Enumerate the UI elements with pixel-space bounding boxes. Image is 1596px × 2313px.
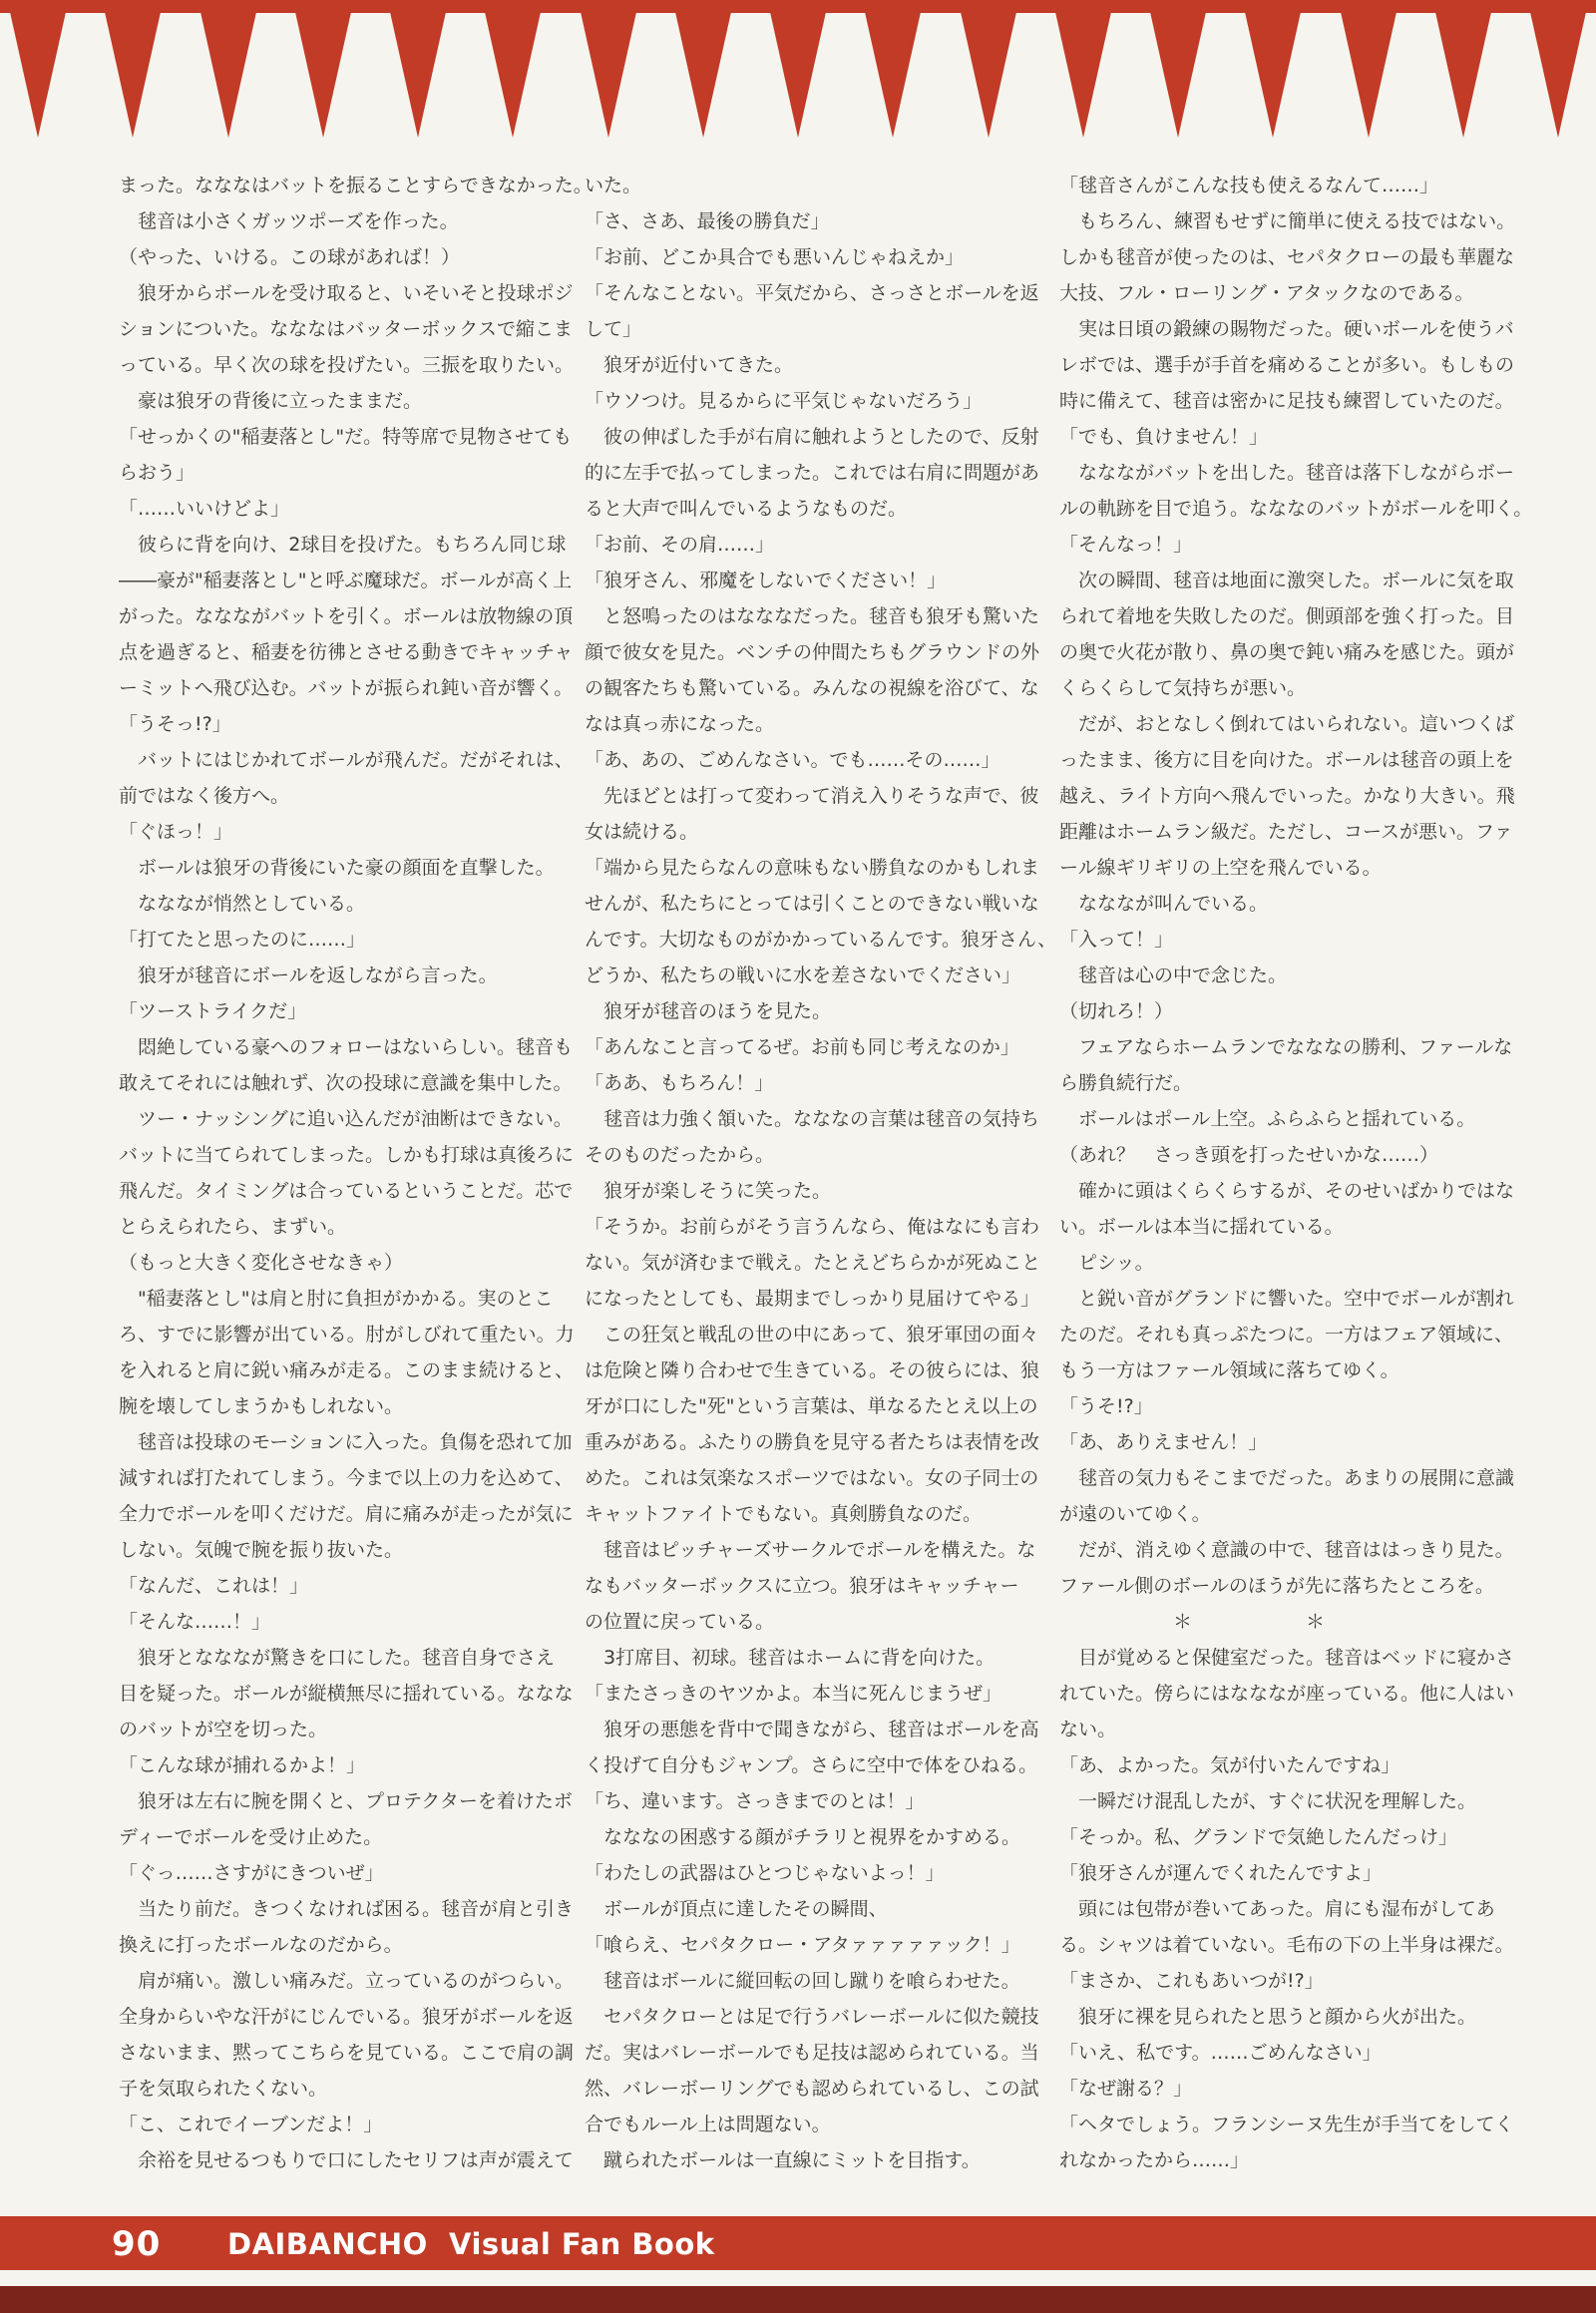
text-line: たのだ。それも真っぷたつに。一方はフェア領域に、 xyxy=(1059,1324,1514,1346)
text-line: なななが叫んでいる。 xyxy=(1059,893,1269,915)
text-line: れていた。傍らにはなななが座っている。他に人はい xyxy=(1059,1683,1515,1705)
text-line: しかも毬音が使ったのは、セパタクローの最も華麗な xyxy=(1059,246,1515,268)
text-line: 牙が口にした"死"という言葉は、単なるたとえ以上の xyxy=(585,1395,1038,1417)
pennant-triangle-icon xyxy=(675,12,731,138)
text-line: ら勝負続行だ。 xyxy=(1059,1072,1193,1094)
pennant-triangle-icon xyxy=(485,12,541,138)
text-line: 「お前、その肩……」 xyxy=(585,534,775,556)
text-line: 毬音はピッチャーズサークルでボールを構えた。な xyxy=(585,1539,1036,1561)
text-line: 「そっか。私、グランドで気絶したんだっけ」 xyxy=(1059,1826,1458,1848)
text-line: 「端から見たらなんの意味もない勝負なのかもしれま xyxy=(585,857,1040,879)
text-line: 「うそっ!?」 xyxy=(119,713,231,735)
text-line: 彼の伸ばした手が右肩に触れようとしたので、反射 xyxy=(585,426,1039,448)
text-line: 的に左手で払ってしまった。これでは右肩に問題があ xyxy=(585,462,1040,484)
text-line: もう一方はファール領域に落ちてゆく。 xyxy=(1059,1359,1399,1381)
text-line: と怒鳴ったのはなななだった。毬音も狼牙も驚いた xyxy=(585,605,1040,627)
text-line: 「狼牙さんが運んでくれたんですよ」 xyxy=(1059,1862,1383,1884)
text-line: 余裕を見せるつもりで口にしたセリフは声が震えて xyxy=(119,2149,574,2171)
text-line: 重みがある。ふたりの勝負を見守る者たちは表情を改 xyxy=(585,1431,1040,1453)
text-line: 彼らに背を向け、2球目を投げた。もちろん同じ球 xyxy=(119,534,567,556)
text-line: 「ぐっ……さすがにきついぜ」 xyxy=(119,1862,384,1884)
text-line: （切れろ！） xyxy=(1059,1000,1174,1022)
text-line: バットに当てられてしまった。しかも打球は真後ろに xyxy=(119,1144,575,1166)
text-column-right xyxy=(1059,168,1533,2178)
text-line: 「そんな……！」 xyxy=(119,1611,271,1633)
text-line: を入れると肩に鋭い痛みが走る。このまま続けると、 xyxy=(119,1359,575,1381)
text-line: 毬音は小さくガッツポーズを作った。 xyxy=(119,210,459,232)
text-line: ななながバットを出した。毬音は落下しながらボー xyxy=(1059,462,1515,484)
text-line: 点を過ぎると、稲妻を彷彿とさせる動きでキャッチャ xyxy=(119,641,574,663)
text-line: っている。早く次の球を投げたい。三振を取りたい。 xyxy=(119,354,575,376)
text-line: とらえられたら、まずい。 xyxy=(119,1216,347,1238)
text-line: 毬音はボールに縦回転の回し蹴りを喰らわせた。 xyxy=(585,1970,1020,1992)
text-line: だが、消えゆく意識の中で、毬音ははっきり見た。 xyxy=(1059,1539,1514,1561)
text-line: 狼牙が毬音のほうを見た。 xyxy=(585,1000,832,1022)
text-line: 「そんなっ！」 xyxy=(1059,534,1193,556)
text-line: 「打てたと思ったのに……」 xyxy=(119,929,366,951)
text-line: 毬音は心の中で念じた。 xyxy=(1059,964,1288,986)
text-line: なは真っ赤になった。 xyxy=(585,713,775,735)
text-line: 「喰らえ、セパタクロー・アタァァァァァック！」 xyxy=(585,1934,1020,1956)
text-line: いた。 xyxy=(585,175,642,196)
text-line: キャットファイトでもない。真剣勝負なのだ。 xyxy=(585,1503,983,1525)
text-line: れなかったから……」 xyxy=(1059,2149,1250,2171)
text-line: 「ぐほっ！」 xyxy=(119,821,233,843)
text-line: 先ほどとは打って変わって消え入りそうな声で、彼 xyxy=(585,785,1039,807)
text-line: （あれ？ さっき頭を打ったせいかな……） xyxy=(1059,1144,1439,1166)
pennant-triangle-icon xyxy=(1055,12,1111,138)
text-line: 毬音の気力もそこまでだった。あまりの展開に意識 xyxy=(1059,1467,1515,1489)
text-line: ピシッ。 xyxy=(1059,1252,1154,1274)
text-line: 肩が痛い。激しい痛みだ。立っているのがつらい。 xyxy=(119,1970,575,1992)
text-line: 「またさっきのヤツかよ。本当に死んじまうぜ」 xyxy=(585,1683,1002,1705)
text-line: ない。 xyxy=(1059,1719,1117,1740)
text-line: ない。気が済むまで戦え。たとえどちらかが死ぬこと xyxy=(585,1252,1041,1274)
pennant-triangle-icon xyxy=(581,12,636,138)
pennant-triangle-icon xyxy=(1245,12,1301,138)
text-line: 「こ、これでイーブンだよ！」 xyxy=(119,2114,383,2135)
text-line: のバットが空を切った。 xyxy=(119,1719,328,1740)
pennant-triangle-icon xyxy=(1341,12,1396,138)
text-line: 「狼牙さん、邪魔をしないでください！」 xyxy=(585,570,947,591)
text-line: 狼牙となななが驚きを口にした。毬音自身でさえ xyxy=(119,1647,556,1669)
page-number: 90 xyxy=(112,2224,162,2264)
text-line: になったとしても、最期までしっかり見届けてやる」 xyxy=(585,1288,1040,1310)
text-line: 合でもルール上は問題ない。 xyxy=(585,2114,831,2135)
text-line: ボールが頂点に達したその瞬間、 xyxy=(585,1898,888,1920)
text-line: 「あ、あの、ごめんなさい。でも……その……」 xyxy=(585,749,1000,771)
book-title: DAIBANCHO Visual Fan Book xyxy=(227,2227,715,2261)
text-line: 頭には包帯が巻いてあった。肩にも湿布がしてあ xyxy=(1059,1898,1495,1920)
text-line: 「あんなこと言ってるぜ。お前も同じ考えなのか」 xyxy=(585,1036,1019,1058)
text-line: 然、バレーボーリングでも認められているし、この試 xyxy=(585,2078,1039,2100)
pennant-triangle-icon xyxy=(295,12,351,138)
text-line: 実は日頃の鍛練の賜物だった。硬いボールを使うバ xyxy=(1059,318,1514,340)
text-line: 次の瞬間、毬音は地面に激突した。ボールに気を取 xyxy=(1059,570,1514,591)
text-line: 「ヘタでしょう。フランシーヌ先生が手当てをしてく xyxy=(1059,2114,1514,2135)
text-line: 「うそ!?」 xyxy=(1059,1395,1153,1417)
text-line: しない。気魄で腕を振り抜いた。 xyxy=(119,1539,404,1561)
text-line: 「わたしの武器はひとつじゃないよっ！」 xyxy=(585,1862,945,1884)
text-line: 全身からいやな汗がにじんでいる。狼牙がボールを返 xyxy=(119,2006,574,2028)
text-column-center xyxy=(585,168,1057,2178)
text-line: 「入って！」 xyxy=(1059,929,1174,951)
text-line: （やった、いける。この球があれば！） xyxy=(119,246,461,268)
text-line: ツー・ナッシングに追い込んだが油断はできない。 xyxy=(119,1108,573,1130)
text-line: く投げて自分もジャンプ。さらに空中で体をひねる。 xyxy=(585,1754,1038,1776)
pennant-triangle-icon xyxy=(770,12,826,138)
pennant-triangle-icon xyxy=(105,12,161,138)
text-line: 「ツーストライクだ」 xyxy=(119,1000,307,1022)
text-line: 「せっかくの"稲妻落とし"だ。特等席で見物させても xyxy=(119,426,573,448)
text-line: 確かに頭はくらくらするが、そのせいばかりではな xyxy=(1059,1180,1515,1202)
text-line: んです。大切なものがかかっているんです。狼牙さん、 xyxy=(585,929,1057,951)
text-line: "稲妻落とし"は肩と肘に負担がかかる。実のとこ xyxy=(119,1288,554,1310)
text-line: 「でも、負けません！」 xyxy=(1059,426,1269,448)
text-line: なもバッターボックスに立つ。狼牙はキャッチャー xyxy=(585,1575,1019,1597)
text-line: 「なんだ、これは！」 xyxy=(119,1575,309,1597)
text-line: と鋭い音がグランドに響いた。空中でボールが割れ xyxy=(1059,1288,1514,1310)
text-line: だが、おとなしく倒れてはいられない。這いつくば xyxy=(1059,713,1515,735)
text-line: 目が覚めると保健室だった。毬音はベッドに寝かさ xyxy=(1059,1647,1515,1669)
text-line: だ。実はバレーボールでも足技は認められている。当 xyxy=(585,2042,1039,2064)
text-line: して」 xyxy=(585,318,642,340)
text-line: 女は続ける。 xyxy=(585,821,699,843)
text-line: （もっと大きく変化させなきゃ） xyxy=(119,1252,404,1274)
pennant-triangle-icon xyxy=(961,12,1016,138)
footer-bar xyxy=(0,2216,1596,2270)
bottom-edge-strip xyxy=(0,2286,1596,2313)
text-line: めた。これは気楽なスポーツではない。女の子同士の xyxy=(585,1467,1039,1489)
text-line: 豪は狼牙の背後に立ったままだ。 xyxy=(119,390,423,412)
text-line: なななの困惑する顔がチラリと視界をかすめる。 xyxy=(585,1826,1021,1848)
text-line: る。シャツは着ていない。毛布の下の上半身は裸だ。 xyxy=(1059,1934,1514,1956)
pennant-triangle-icon xyxy=(200,12,256,138)
pennant-triangle-icon xyxy=(10,12,66,138)
text-line: 前ではなく後方へ。 xyxy=(119,785,290,807)
text-line: 「あ、よかった。気が付いたんですね」 xyxy=(1059,1754,1400,1776)
text-line: い。ボールは本当に揺れている。 xyxy=(1059,1216,1344,1238)
pennant-banner xyxy=(0,12,1596,138)
text-line: バットにはじかれてボールが飛んだ。だがそれは、 xyxy=(119,749,574,771)
text-line: どうか、私たちの戦いに水を差さないでください」 xyxy=(585,964,1021,986)
text-line: 「まさか、これもあいつが!?」 xyxy=(1059,1970,1324,1992)
text-line: 「毬音さんがこんな技も使えるなんて……」 xyxy=(1059,175,1439,196)
text-line: 3打席目、初球。毬音はホームに背を向けた。 xyxy=(585,1647,996,1669)
text-line: 「こんな球が捕れるかよ！」 xyxy=(119,1754,366,1776)
text-line: ろ、すでに影響が出ている。肘がしびれて重たい。力 xyxy=(119,1324,575,1346)
pennant-triangle-icon xyxy=(390,12,446,138)
text-line: 時に備えて、毬音は密かに足技も練習していたのだ。 xyxy=(1059,390,1514,412)
text-line: 換えに打ったボールなのだから。 xyxy=(119,1934,403,1956)
pennant-triangle-icon xyxy=(1150,12,1206,138)
text-line: の奥で火花が散り、鼻の奥で鈍い痛みを感じた。頭が xyxy=(1059,641,1515,663)
text-line: 狼牙が近付いてきた。 xyxy=(585,354,794,376)
text-line: が遠のいてゆく。 xyxy=(1059,1503,1211,1525)
text-line: 子を気取られたくない。 xyxy=(119,2078,328,2100)
text-line: 大技、フル・ローリング・アタックなのである。 xyxy=(1059,282,1474,304)
text-line: 腕を壊してしまうかもしれない。 xyxy=(119,1395,404,1417)
text-line: さないまま、黙ってこちらを見ている。ここで肩の調 xyxy=(119,2042,575,2064)
text-line: ボールはポール上空。ふらふらと揺れている。 xyxy=(1059,1108,1476,1130)
text-line: せんが、私たちにとっては引くことのできない戦いな xyxy=(585,893,1039,915)
text-line: 「なぜ謝る？」 xyxy=(1059,2078,1193,2100)
text-line: ール線ギリギリの上空を飛んでいる。 xyxy=(1059,857,1382,879)
text-line: 「ち、違います。さっきまでのとは！」 xyxy=(585,1790,925,1812)
text-line: 悶絶している豪へのフォローはないらしい。毬音も xyxy=(119,1036,574,1058)
text-line: 目を疑った。ボールが縦横無尽に揺れている。ななな xyxy=(119,1683,574,1705)
text-line: もちろん、練習もせずに簡単に使える技ではない。 xyxy=(1059,210,1516,232)
text-line: この狂気と戦乱の世の中にあって、狼牙軍団の面々 xyxy=(585,1324,1039,1346)
text-line: ーミットへ飛び込む。バットが振られ鈍い音が響く。 xyxy=(119,677,574,699)
text-line: そのものだったから。 xyxy=(585,1144,775,1166)
text-line: ションについた。なななはバッターボックスで縮こま xyxy=(119,318,574,340)
text-line: 毬音は投球のモーションに入った。負傷を恐れて加 xyxy=(119,1431,573,1453)
text-line: 「そうか。お前らがそう言うんなら、俺はなにも言わ xyxy=(585,1216,1040,1238)
text-line: の位置に戻っている。 xyxy=(585,1611,775,1633)
text-line: まった。なななはバットを振ることすらできなかった。 xyxy=(119,175,593,196)
text-line: 「そんなことない。平気だから、さっさとボールを返 xyxy=(585,282,1039,304)
text-line: 「いえ、私です。……ごめんなさい」 xyxy=(1059,2042,1382,2064)
text-line: 「あ、ありえません！」 xyxy=(1059,1431,1268,1453)
text-line: ファール側のボールのほうが先に落ちたところを。 xyxy=(1059,1575,1494,1597)
text-line: 越え、ライト方向へ飛んでいった。かなり大きい。飛 xyxy=(1059,785,1515,807)
text-column-left xyxy=(119,168,593,2178)
text-line: ったまま、後方に目を向けた。ボールは毬音の頭上を xyxy=(1059,749,1514,771)
text-line: られて着地を失敗したのだ。側頭部を強く打った。目 xyxy=(1059,605,1515,627)
text-line: 狼牙が毬音にボールを返しながら言った。 xyxy=(119,964,498,986)
text-line: ＊ ＊ xyxy=(1059,1611,1326,1633)
text-line: フェアならホームランでなななの勝利、ファールな xyxy=(1059,1036,1513,1058)
text-line: 敢えてそれには触れず、次の投球に意識を集中した。 xyxy=(119,1072,573,1094)
text-line: レボでは、選手が手首を痛めることが多い。もしもの xyxy=(1059,354,1515,376)
text-line: 減すれば打たれてしまう。今まで以上の力を込めて、 xyxy=(119,1467,574,1489)
text-line: ると大声で叫んでいるようなものだ。 xyxy=(585,498,908,520)
text-line: 距離はホームラン級だ。ただし、コースが悪い。ファ xyxy=(1059,821,1513,843)
text-line: 「ああ、もちろん！」 xyxy=(585,1072,774,1094)
text-line: の観客たちも驚いている。みんなの視線を浴びて、な xyxy=(585,677,1039,699)
text-line: なななが悄然としている。 xyxy=(119,893,366,915)
text-line: 顔で彼女を見た。ベンチの仲間たちもグラウンドの外 xyxy=(585,641,1040,663)
text-line: 全力でボールを叩くだけだ。肩に痛みが走ったが気に xyxy=(119,1503,574,1525)
text-line: ルの軌跡を目で追う。なななのバットがボールを叩く。 xyxy=(1059,498,1533,520)
text-line: 毬音は力強く頷いた。なななの言葉は毬音の気持ち xyxy=(585,1108,1040,1130)
text-line: 蹴られたボールは一直線にミットを目指す。 xyxy=(585,2149,981,2171)
text-line: 「さ、さあ、最後の勝負だ」 xyxy=(585,210,830,232)
text-line: らおう」 xyxy=(119,462,196,484)
text-line: 「ウソつけ。見るからに平気じゃないだろう」 xyxy=(585,390,983,412)
text-line: ボールは狼牙の背後にいた豪の顔面を直撃した。 xyxy=(119,857,555,879)
text-line: 「……いいけどよ」 xyxy=(119,498,290,520)
pennant-triangle-icon xyxy=(1435,12,1491,138)
text-line: 狼牙の悪態を背中で聞きながら、毬音はボールを高 xyxy=(585,1719,1039,1740)
text-line: 「お前、どこか具合でも悪いんじゃねえか」 xyxy=(585,246,965,268)
text-line: 狼牙は左右に腕を開くと、プロテクターを着けたボ xyxy=(119,1790,573,1812)
text-line: 狼牙が楽しそうに笑った。 xyxy=(585,1180,832,1202)
text-line: 当たり前だ。きつくなければ困る。毬音が肩と引き xyxy=(119,1898,575,1920)
text-line: は危険と隣り合わせで生きている。その彼らには、狼 xyxy=(585,1359,1040,1381)
text-line: 狼牙からボールを受け取ると、いそいそと投球ポジ xyxy=(119,282,574,304)
text-line: ――豪が"稲妻落とし"と呼ぶ魔球だ。ボールが高く上 xyxy=(119,570,573,591)
pennant-triangle-icon xyxy=(1530,12,1586,138)
text-line: 狼牙に裸を見られたと思うと顔から火が出た。 xyxy=(1059,2006,1477,2028)
text-line: がった。ななながバットを引く。ボールは放物線の頂 xyxy=(119,605,574,627)
text-line: 一瞬だけ混乱したが、すぐに状況を理解した。 xyxy=(1059,1790,1477,1812)
text-line: 飛んだ。タイミングは合っているということだ。芯で xyxy=(119,1180,574,1202)
text-line: ディーでボールを受け止めた。 xyxy=(119,1826,383,1848)
text-line: くらくらして気持ちが悪い。 xyxy=(1059,677,1307,699)
text-line: セパタクローとは足で行うバレーボールに似た競技 xyxy=(585,2006,1039,2028)
pennant-triangle-icon xyxy=(865,12,921,138)
